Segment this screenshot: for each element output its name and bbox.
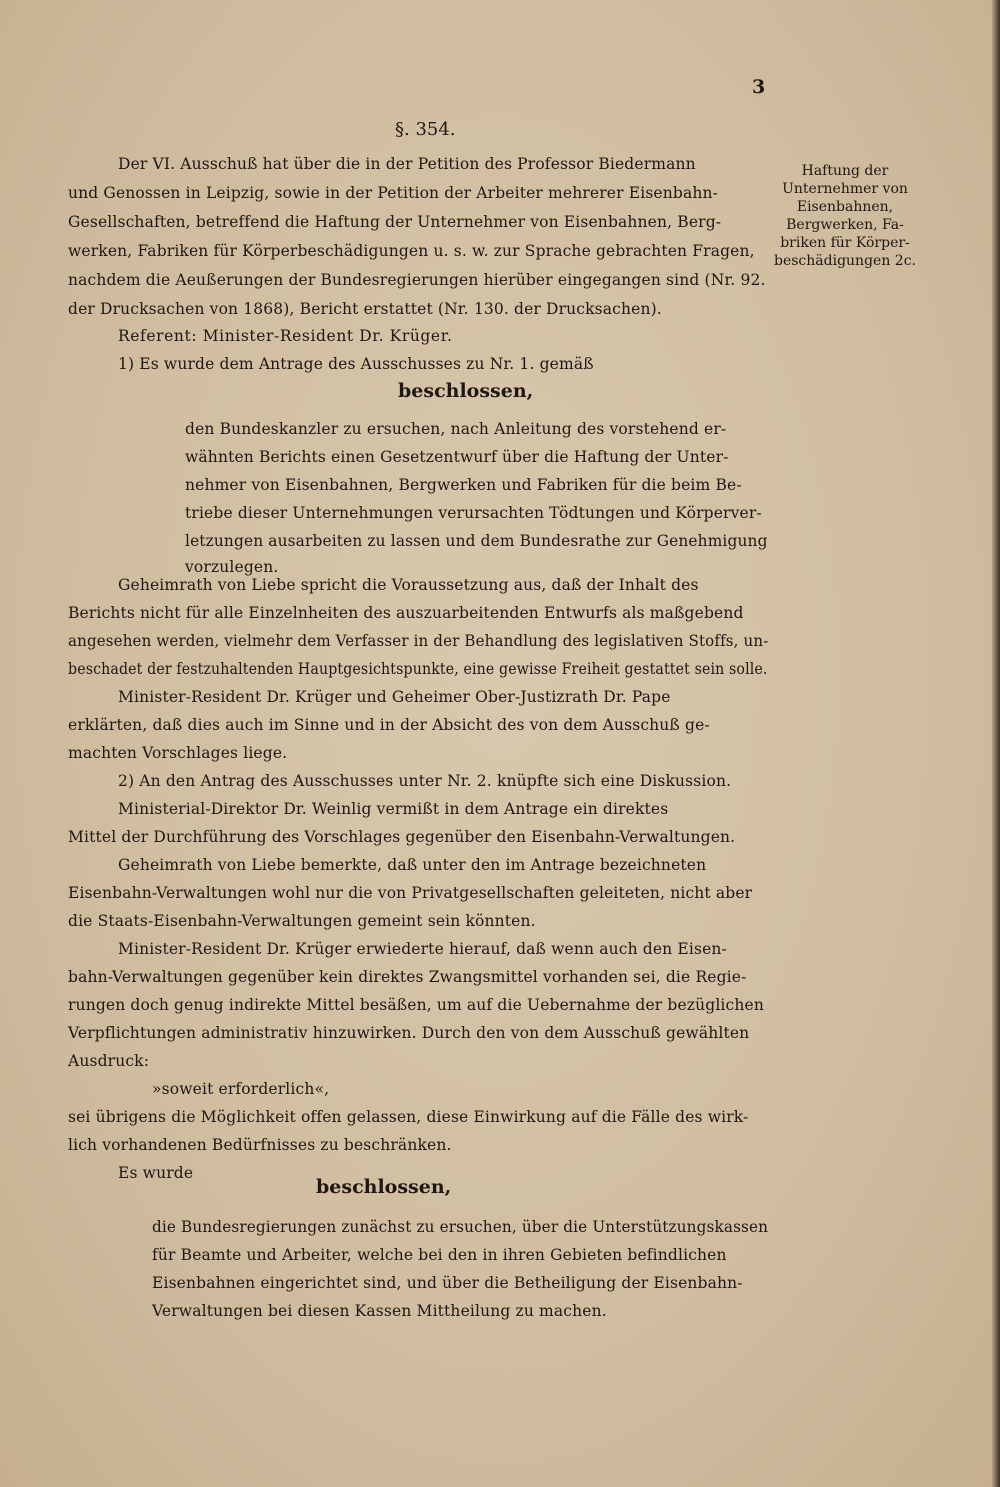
body-line: Ausdruck: (68, 1052, 150, 1070)
resolution-line: Eisenbahnen eingerichtet sind, und über die Betheiligung der Eisenbahn- (152, 1274, 743, 1292)
margin-note-line: briken für Körper- (780, 235, 910, 251)
body-line: lich vorhandenen Bedürfnisses zu beschränken. (68, 1136, 452, 1154)
body-line: Ministerial-Direktor Dr. Weinlig vermißt in dem Antrage ein direktes (118, 800, 669, 818)
body-line: die Staats-Eisenbahn-Verwaltungen gemeint sein könnten. (68, 912, 536, 930)
body-line: bahn-Verwaltungen gegenüber kein direktes Zwangsmittel vorhanden sei, die Regie- (68, 968, 747, 986)
margin-note (770, 162, 920, 270)
resolution-line: Verwaltungen bei diesen Kassen Mittheilung zu machen. (152, 1302, 607, 1320)
resolution-line: triebe dieser Unternehmungen verursachten Tödtungen und Körperver- (185, 504, 762, 522)
resolution-line: letzungen ausarbeiten zu lassen und dem Bundesrathe zur Genehmigung (185, 532, 768, 550)
body-line: Mittel der Durchführung des Vorschlages gegenüber den Eisenbahn-Verwaltungen. (68, 828, 736, 846)
quote-line: »soweit erforderlich«, (152, 1080, 330, 1098)
body-line: beschadet der festzuhaltenden Hauptgesichtspunkte, eine gewisse Freiheit gestattet sein solle. (68, 660, 768, 678)
section-heading: §. 354. (395, 119, 456, 140)
resolution-line: den Bundeskanzler zu ersuchen, nach Anleitung des vorstehend er- (185, 420, 727, 438)
referent-line: Referent: Minister-Resident Dr. Krüger. (118, 327, 453, 345)
body-line: Minister-Resident Dr. Krüger und Geheimer Ober-Justizrath Dr. Pape (118, 688, 671, 706)
intro-line: Der VI. Ausschuß hat über die in der Petition des Professor Biedermann (118, 155, 696, 173)
body-line: Minister-Resident Dr. Krüger erwiederte hierauf, daß wenn auch den Eisen- (118, 940, 727, 958)
intro-line: Gesellschaften, betreffend die Haftung der Unternehmer von Eisenbahnen, Berg- (68, 213, 722, 231)
body-line: 2) An den Antrag des Ausschusses unter Nr. 2. knüpfte sich eine Diskussion. (118, 772, 732, 790)
decided-heading: beschlossen, (398, 380, 534, 402)
margin-note-line: Bergwerken, Fa- (786, 217, 904, 233)
margin-note-line: Unternehmer von (782, 181, 908, 197)
intro-line: und Genossen in Leipzig, sowie in der Petition der Arbeiter mehrerer Eisenbahn- (68, 184, 718, 202)
body-line: sei übrigens die Möglichkeit offen gelassen, diese Einwirkung auf die Fälle des wirk- (68, 1108, 749, 1126)
body-line: rungen doch genug indirekte Mittel besäßen, um auf die Uebernahme der bezüglichen (68, 996, 764, 1014)
resolution-line: die Bundesregierungen zunächst zu ersuchen, über die Unterstützungskassen (152, 1218, 769, 1236)
page-edge-shadow (992, 0, 1000, 1487)
body-line: Geheimrath von Liebe bemerkte, daß unter den im Antrage bezeichneten (118, 856, 707, 874)
body-line: machten Vorschlages liege. (68, 744, 288, 762)
resolution-line: wähnten Berichts einen Gesetzentwurf über die Haftung der Unter- (185, 448, 729, 466)
point1-intro: 1) Es wurde dem Antrage des Ausschusses zu Nr. 1. gemäß (118, 355, 594, 373)
intro-line: werken, Fabriken für Körperbeschädigungen u. s. w. zur Sprache gebrachten Fragen, (68, 242, 755, 260)
resolution-line: für Beamte und Arbeiter, welche bei den in ihren Gebieten befindlichen (152, 1246, 727, 1264)
body-line: Berichts nicht für alle Einzelnheiten des auszuarbeitenden Entwurfs als maßgebend (68, 604, 744, 622)
intro-line: der Drucksachen von 1868), Bericht erstattet (Nr. 130. der Drucksachen). (68, 300, 662, 318)
page-number: 3 (752, 76, 766, 98)
body-line: angesehen werden, vielmehr dem Verfasser in der Behandlung des legislativen Stoffs, un- (68, 632, 769, 650)
resolution-line: nehmer von Eisenbahnen, Bergwerken und Fabriken für die beim Be- (185, 476, 742, 494)
margin-note-line: Haftung der (801, 163, 889, 179)
margin-note-line: beschädigungen 2c. (774, 253, 916, 269)
margin-note-line: Eisenbahnen, (796, 199, 894, 215)
body-line: Verpflichtungen administrativ hinzuwirken. Durch den von dem Ausschuß gewählten (68, 1024, 750, 1042)
point2-intro: Es wurde (118, 1164, 194, 1182)
resolution-line: vorzulegen. (185, 558, 279, 576)
body-line: Eisenbahn-Verwaltungen wohl nur die von Privatgesellschaften geleiteten, nicht aber (68, 884, 753, 902)
intro-line: nachdem die Aeußerungen der Bundesregierungen hierüber eingegangen sind (Nr. 92. (68, 271, 766, 289)
decided-heading: beschlossen, (316, 1176, 452, 1198)
body-line: Geheimrath von Liebe spricht die Voraussetzung aus, daß der Inhalt des (118, 576, 699, 594)
body-line: erklärten, daß dies auch im Sinne und in der Absicht des von dem Ausschuß ge- (68, 716, 710, 734)
